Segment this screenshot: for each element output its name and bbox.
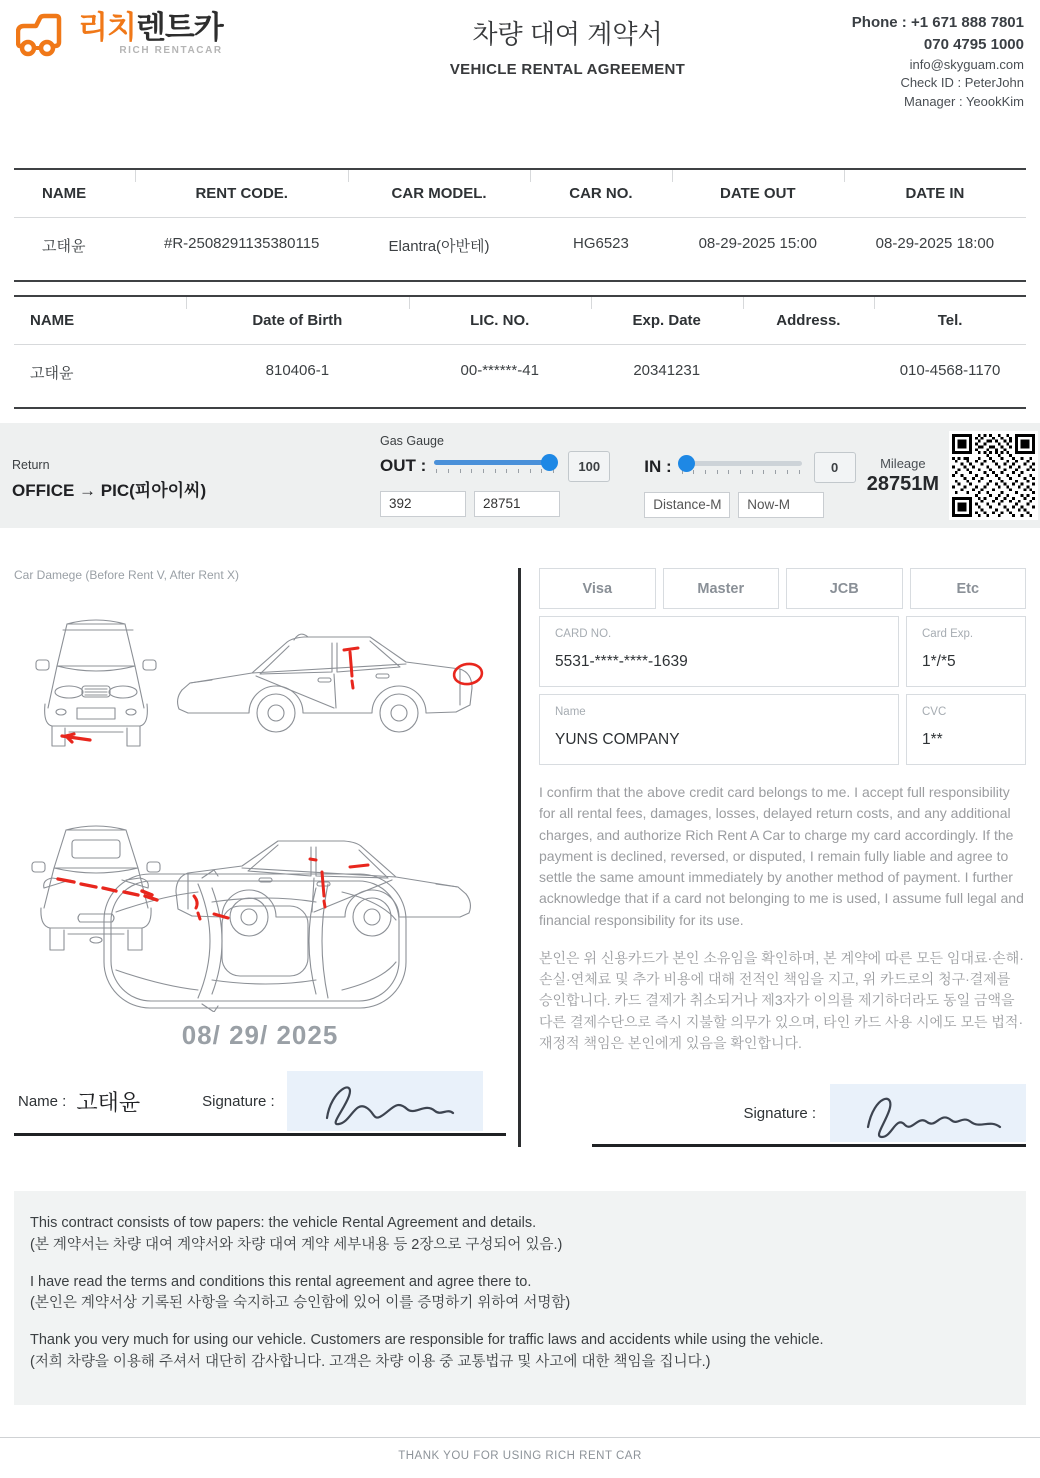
table-cell: 00-******-41 (460, 362, 539, 380)
card-number-label: CARD NO. (555, 628, 612, 641)
table-cell: #R-2508291135380115 (163, 235, 320, 253)
card-holder-cell (539, 694, 899, 765)
customer-signature-pad[interactable] (287, 1071, 483, 1131)
rental-info-table (14, 168, 1026, 282)
col-header: Address. (743, 312, 875, 329)
car-damage-section (14, 568, 506, 1147)
table-cell: Elantra(아반테) (388, 238, 490, 256)
name-label: Name : (18, 1092, 67, 1110)
cardholder-signature-pad[interactable] (830, 1084, 1026, 1142)
card-confirmation-en: I confirm that the above credit card belongs to me. I accept full responsibility for all rental fees, damages, losses, delayed return costs, and any additional charges, and authorize Rich Rent A Car to charge my card accordingly. If the payment is declined, reversed, or disputed, I remain fully liable and agree to settle the same amount immediately by another method of payment. I further acknowledge that if a card not belonging to me is used, I assume full legal and financial responsibility for its use. (539, 784, 1024, 928)
driver-table-header (14, 297, 1026, 345)
agreement-date: 08/ 29/ 2025 (181, 1020, 339, 1051)
gas-out-value: 100 (568, 451, 610, 482)
check-id: Check ID : PeterJohn (900, 75, 1024, 91)
table-cell: 08-29-2025 15:00 (698, 235, 818, 253)
rental-table-row (14, 218, 1026, 280)
card-cvc-cell (906, 694, 1026, 765)
col-header: CAR MODEL. (348, 185, 530, 202)
signature-stroke (305, 1074, 465, 1128)
page-title-kr: 차량 대여 계약서 (472, 19, 663, 49)
return-label: Return (12, 458, 50, 473)
cardholder-signature-row (592, 1084, 1026, 1147)
card-tab-visa[interactable]: Visa (539, 568, 656, 609)
notice-line-en: Thank you very much for using our vehicle. Customers are responsible for traffic laws and accidents while using the vehicle. (30, 1332, 824, 1349)
col-header: Date of Birth (186, 312, 409, 329)
logo-car-icon (16, 12, 72, 67)
card-tab-jcb[interactable]: JCB (786, 568, 903, 609)
signature-label: Signature : (202, 1092, 275, 1110)
table-cell: 010-4568-1170 (899, 362, 1001, 380)
card-number-value: 5531-****-****-1639 (555, 653, 688, 671)
table-cell: HG6523 (573, 235, 629, 253)
car-damage-label: Car Damege (Before Rent V, After Rent X) (14, 568, 239, 583)
table-cell: 고태윤 (42, 238, 86, 256)
gas-in-slider[interactable] (680, 455, 802, 479)
card-holder-value: YUNS COMPANY (555, 731, 680, 749)
slider-thumb[interactable] (541, 454, 558, 471)
gas-gauge-label: Gas Gauge (380, 433, 444, 448)
mileage-input[interactable] (474, 491, 560, 517)
qr-code (949, 431, 1038, 520)
col-header: NAME (42, 185, 87, 203)
distance-m-input[interactable] (644, 492, 730, 518)
notice-line-kr: (저희 차량을 이용해 주셔서 대단히 감사합니다. 고객은 차량 이용 중 교통법규 및 사고에 대한 책임을 집니다.) (30, 1353, 711, 1370)
table-cell (743, 362, 875, 383)
card-confirmation-kr: 본인은 위 신용카드가 본인 소유임을 확인하며, 본 계약에 따른 모든 임대료·손해·손실·연체료 및 추가 비용에 대해 전적인 책임을 지고, 위 카드로의 청구·결제를 승인합니다. 카드 결제가 취소되거나 제3자가 이의를 제기하더라도 동일 금액을 다른 결제수단으로 즉시 지불할 의무가 있으며, 타인 카드 사용 시에도 모든 법적·재정적 책임은 본인에게 있음을 확인합니다. (539, 949, 1024, 1051)
contact-info (819, 12, 1024, 112)
manager: Manager : YeookKim (904, 94, 1024, 110)
table-cell: 810406-1 (265, 362, 330, 380)
driver-table-row (14, 345, 1026, 407)
card-type-tabs (539, 568, 1026, 609)
return-gas-mileage-bar (0, 423, 1040, 528)
card-tab-master[interactable]: Master (663, 568, 780, 609)
card-cvc-value: 1** (922, 731, 943, 749)
signature-label: Signature : (743, 1104, 816, 1122)
signature-stroke (848, 1087, 1008, 1139)
card-cvc-label: CVC (922, 706, 947, 719)
column-divider (518, 568, 521, 1147)
card-holder-label: Name (555, 706, 586, 719)
notice-line-kr: (본인은 계약서상 기록된 사항을 숙지하고 승인함에 있어 이를 증명하기 위하여 서명함) (30, 1295, 571, 1312)
col-header: Exp. Date (591, 312, 743, 329)
notice-line-kr: (본 계약서는 차량 대여 계약서와 차량 대여 계약 세부내용 등 2장으로 구성되어 있음.) (30, 1236, 563, 1253)
col-header: RENT CODE. (135, 185, 348, 202)
mileage-label: Mileage (880, 455, 926, 471)
logo-text-kr-black: 렌트카 (135, 10, 223, 45)
email: info@skyguam.com (909, 56, 1024, 72)
logo-subtitle: RICH RENTACAR (119, 45, 223, 56)
col-header: DATE OUT (672, 185, 844, 202)
card-number-cell (539, 616, 899, 687)
phone-number-1: Phone : +1 671 888 7801 (851, 14, 1024, 31)
slider-thumb[interactable] (678, 455, 695, 472)
logo (16, 12, 316, 67)
notice-line-en: This contract consists of tow papers: the vehicle Rental Agreement and details. (30, 1215, 537, 1232)
customer-name: 고태윤 (76, 1089, 141, 1115)
footer-thanks: THANK YOU FOR USING RICH RENT CAR (0, 1437, 1040, 1478)
customer-signature-row (14, 1057, 506, 1136)
notice-line-en: I have read the terms and conditions this rental agreement and agree there to. (30, 1273, 532, 1290)
table-cell: 고태윤 (30, 365, 74, 383)
card-exp-cell (906, 616, 1026, 687)
gas-out-slider[interactable] (434, 454, 556, 478)
gas-in-value: 0 (814, 452, 856, 483)
col-header: LIC. NO. (409, 312, 591, 329)
contract-notice (14, 1191, 1026, 1405)
gas-out-label: OUT : (380, 456, 427, 476)
card-exp-label: Card Exp. (922, 628, 974, 641)
driver-info-table (14, 295, 1026, 409)
col-header: NAME (30, 312, 75, 330)
card-tab-etc[interactable]: Etc (910, 568, 1027, 609)
mileage-value: 28751M (866, 472, 939, 495)
now-m-input[interactable] (738, 492, 824, 518)
logo-text-kr-orange: 리치 (78, 10, 136, 45)
header (0, 0, 1040, 112)
return-route: OFFICE → PIC(피아이씨) (12, 481, 207, 501)
card-exp-value: 1*/*5 (922, 653, 956, 671)
col-header: Tel. (874, 312, 1026, 329)
col-header: CAR NO. (530, 185, 672, 202)
page-title-en: VEHICLE RENTAL AGREEMENT (449, 61, 686, 78)
car-damage-diagram[interactable] (14, 584, 506, 1012)
col-header: DATE IN (844, 185, 1026, 202)
gas-in-label: IN : (644, 457, 672, 477)
rental-table-header (14, 170, 1026, 218)
table-cell: 20341231 (633, 362, 701, 380)
distance-input[interactable] (380, 491, 466, 517)
table-cell: 08-29-2025 18:00 (875, 235, 995, 253)
phone-number-2: 070 4795 1000 (923, 35, 1024, 53)
payment-section (539, 568, 1026, 1147)
